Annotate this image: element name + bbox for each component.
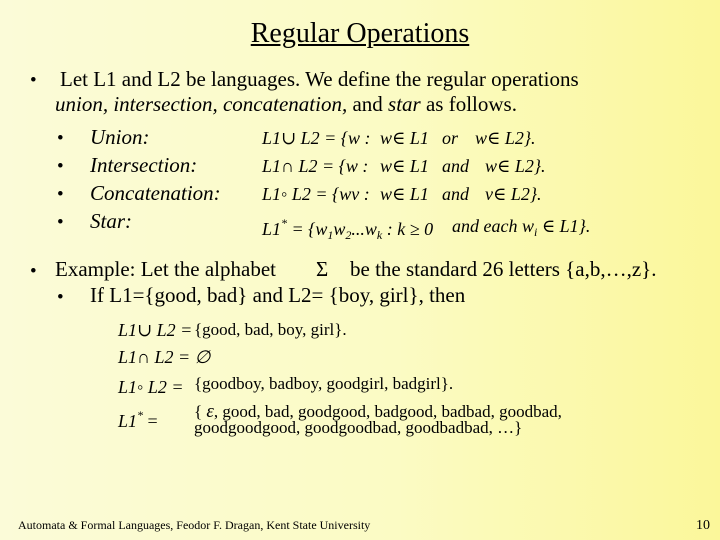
def-intersection-lhs: L1∩ L2 = {w : — [262, 156, 369, 176]
bullet-dot: • — [57, 212, 64, 233]
page-number: 10 — [696, 518, 710, 533]
intro-and: and — [347, 92, 389, 116]
def-union-cond1: w∈ L1 — [380, 128, 429, 148]
def-star-dots: ...w — [351, 219, 377, 239]
intro-star: star — [388, 92, 421, 116]
intro-line-2 — [55, 92, 517, 117]
sigma-symbol: Σ — [316, 257, 329, 281]
bullet-dot: • — [57, 128, 64, 149]
bullet-dot: • — [30, 261, 37, 282]
result-star-open: { — [194, 402, 203, 421]
result-concat-rhs: {goodboy, badboy, goodgirl, badgirl}. — [194, 374, 454, 393]
bullet-dot: • — [57, 156, 64, 177]
bullet-dot: • — [57, 184, 64, 205]
bullet-dot: • — [57, 287, 64, 308]
def-star-wk-sub: k — [376, 228, 383, 242]
result-union-rhs: {good, bad, boy, girl}. — [194, 320, 347, 339]
result-star-values: , good, bad, goodgood, badgood, badbad, goodbad, — [213, 402, 562, 421]
def-star-cond: : k ≥ 0 — [382, 219, 434, 239]
def-star-w2-sub: 2 — [345, 228, 352, 242]
def-star-label: Star: — [90, 209, 132, 233]
def-star-sup: * — [281, 216, 288, 230]
def-concatenation-conj: and — [442, 184, 469, 204]
def-intersection-cond2: w∈ L2}. — [485, 156, 546, 176]
def-intersection-cond1: w∈ L1 — [380, 156, 429, 176]
def-star-conj: and each — [452, 216, 518, 236]
def-concatenation-label: Concatenation: — [90, 181, 221, 205]
intro-line-1: Let L1 and L2 be languages. We define the regular operations — [60, 67, 579, 91]
def-star-wi-rest: ∈ L1}. — [537, 216, 591, 236]
intro-ops: union, intersection, concatenation, — [55, 92, 348, 116]
def-intersection-conj: and — [442, 156, 469, 176]
def-concatenation-cond1: w∈ L1 — [380, 184, 429, 204]
def-star-wi-sub: i — [534, 225, 538, 239]
result-star-eq: = — [147, 411, 158, 431]
result-star-lhs — [118, 408, 158, 432]
result-intersection: L1∩ L2 = ∅ — [118, 347, 211, 367]
example-sub: If L1={good, bad} and L2= {boy, girl}, then — [90, 283, 466, 307]
footer-credit: Automata & Formal Languages, Feodor F. Dragan, Kent State University — [18, 518, 371, 532]
def-intersection-label: Intersection: — [90, 153, 198, 177]
def-concatenation-lhs: L1◦ L2 = {wv : — [262, 184, 370, 204]
def-star-w2: w — [333, 219, 346, 239]
example-pre: Example: Let the alphabet — [55, 257, 276, 281]
example-post: be the standard 26 letters {a,b,…,z}. — [350, 257, 657, 281]
intro-rest: as follows. — [420, 92, 517, 116]
def-concatenation-cond2: v∈ L2}. — [485, 184, 542, 204]
def-union-conj: or — [442, 128, 459, 148]
def-star-tail — [452, 216, 590, 240]
result-star-sup: * — [137, 408, 144, 422]
result-star-rhs-line2: goodgoodgood, goodgoodbad, goodbadbad, …} — [194, 418, 523, 437]
def-star-open: = {w — [287, 219, 328, 239]
def-star-w1-sub: 1 — [327, 228, 334, 242]
def-union-lhs: L1∪ L2 = {w : — [262, 128, 371, 148]
def-star-formula — [262, 216, 433, 243]
def-star-lhs: L1 — [262, 219, 282, 239]
bullet-dot: • — [30, 70, 37, 91]
slide-title: Regular Operations — [250, 18, 470, 49]
epsilon-symbol: ε — [206, 401, 214, 422]
result-union-lhs: L1∪ L2 = — [118, 320, 193, 340]
def-star-wi: w — [521, 216, 534, 236]
def-union-cond2: w∈ L2}. — [475, 128, 536, 148]
def-union-label: Union: — [90, 125, 150, 149]
result-star-base: L1 — [118, 411, 138, 431]
result-concat-lhs: L1◦ L2 = — [118, 377, 184, 397]
